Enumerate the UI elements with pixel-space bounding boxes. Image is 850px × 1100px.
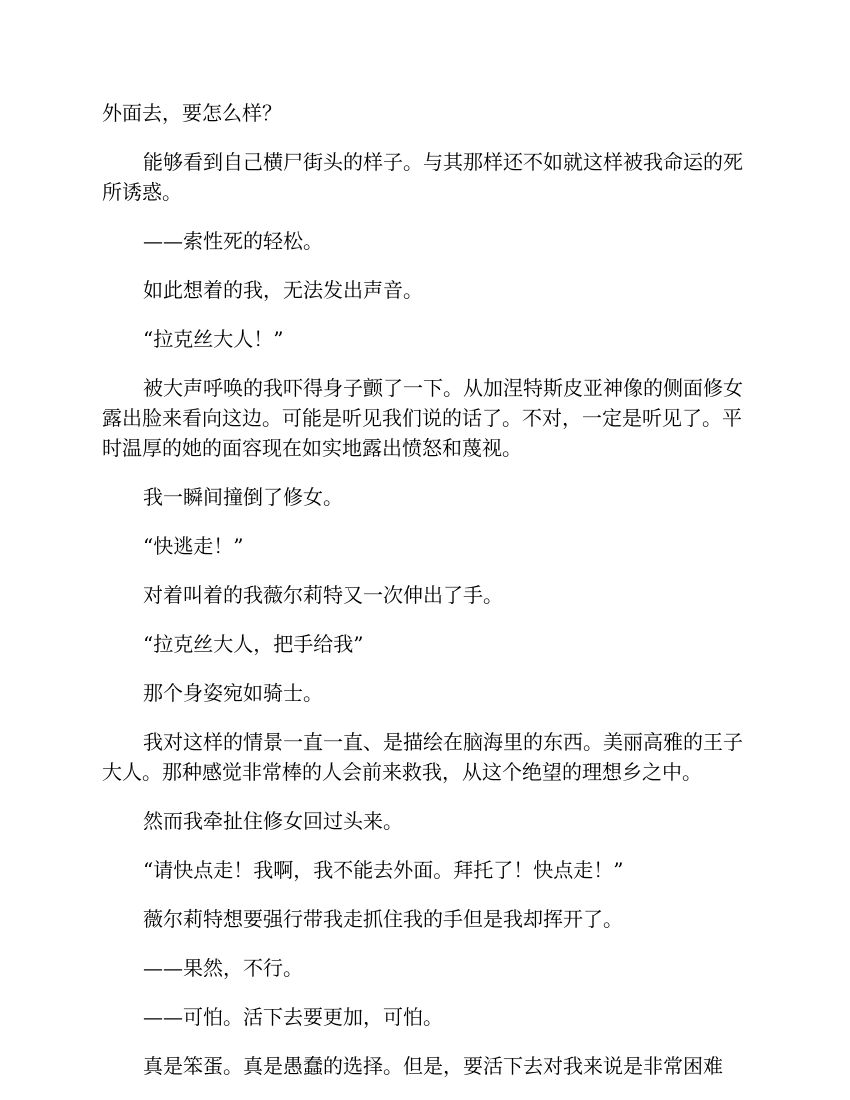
paragraph: 外面去，要怎么样？: [102, 101, 282, 125]
paragraph: 被大声呼唤的我吓得身子颤了一下。从加涅特斯皮亚神像的侧面修女露出脸来看向这边。可能是听见我们说的话了。不对，一定是听见了。平时温厚的她的面容现在如实地露出愤怒和蔑视。: [102, 376, 743, 460]
paragraph: 真是笨蛋。真是愚蠢的选择。但是，要活下去对我来说是非常困难: [143, 1054, 723, 1078]
paragraph: 能够看到自己横尸街头的样子。与其那样还不如就这样被我命运的死所诱惑。: [102, 150, 743, 204]
paragraph: “拉克丝大人，把手给我”: [143, 632, 364, 656]
paragraph: “请快点走！我啊，我不能去外面。拜托了！快点走！”: [143, 858, 624, 882]
paragraph: 对着叫着的我薇尔莉特又一次伸出了手。: [143, 583, 503, 607]
document-page: [102, 98, 754, 1100]
paragraph: 然而我牵扯住修女回过头来。: [143, 809, 403, 833]
paragraph: “快逃走！”: [143, 534, 244, 558]
paragraph: “拉克丝大人！”: [143, 327, 284, 351]
paragraph: 薇尔莉特想要强行带我走抓住我的手但是我却挥开了。: [143, 907, 623, 931]
paragraph: ——可怕。活下去要更加，可怕。: [143, 1005, 443, 1029]
paragraph: ——索性死的轻松。: [143, 229, 323, 253]
paragraph: 我对这样的情景一直一直、是描绘在脑海里的东西。美丽高雅的王子大人。那种感觉非常棒的人会前来救我，从这个绝望的理想乡之中。: [102, 730, 743, 784]
paragraph: 我一瞬间撞倒了修女。: [143, 485, 343, 509]
paragraph: ——果然，不行。: [143, 956, 303, 980]
paragraph: 那个身姿宛如骑士。: [143, 681, 323, 705]
paragraph: 如此想着的我，无法发出声音。: [143, 278, 423, 302]
